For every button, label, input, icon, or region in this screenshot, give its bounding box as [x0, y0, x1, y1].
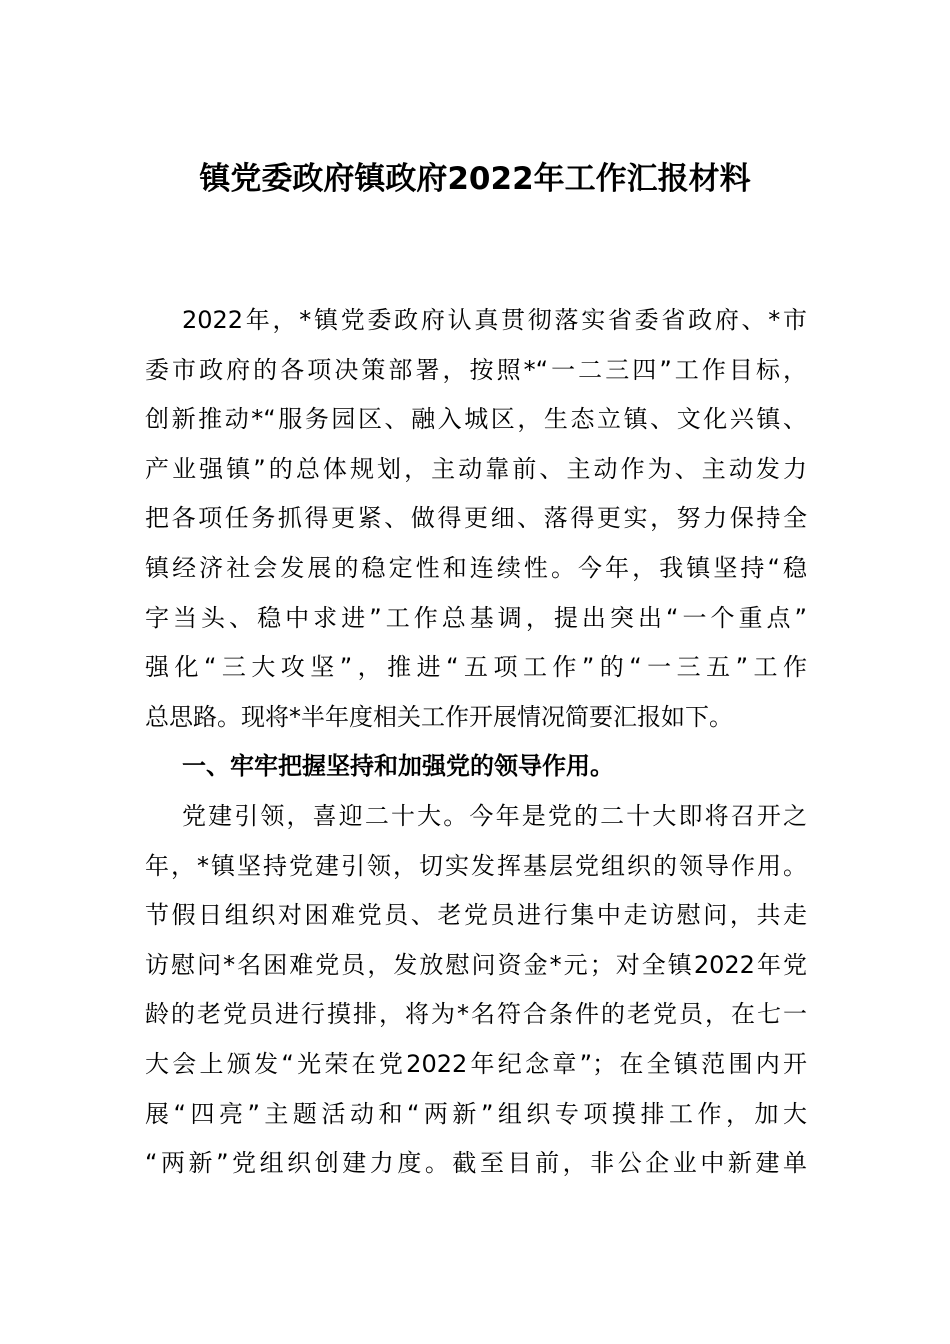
- paragraph-line: 创新推动*“服务园区、融入城区，生态立镇、文化兴镇、: [145, 405, 807, 434]
- paragraph-line: 节假日组织对困难党员、老党员进行集中走访慰问，共走: [145, 901, 807, 930]
- paragraph-intro: [145, 296, 807, 742]
- section-heading: 一、牢牢把握坚持和加强党的领导作用。: [182, 752, 614, 781]
- paragraph-line: “两新”党组织创建力度。截至目前，非公企业中新建单: [145, 1149, 807, 1178]
- paragraph-line: 把各项任务抓得更紧、做得更细、落得更实，努力保持全: [145, 504, 807, 533]
- paragraph-line: 字当头、稳中求进”工作总基调，提出突出“一个重点”: [145, 603, 807, 632]
- document-body: [145, 296, 807, 1189]
- paragraph-line: 2022年，*镇党委政府认真贯彻落实省委省政府、*市: [182, 306, 807, 334]
- paragraph-line: 年，*镇坚持党建引领，切实发挥基层党组织的领导作用。: [145, 851, 807, 880]
- paragraph-line: 强化“三大攻坚”，推进“五项工作”的“一三五”工作: [145, 653, 807, 682]
- paragraph-line: 产业强镇”的总体规划，主动靠前、主动作为、主动发力: [145, 454, 807, 483]
- document-title: 镇党委政府镇政府2022年工作汇报材料: [199, 161, 751, 197]
- paragraph-line: 镇经济社会发展的稳定性和连续性。今年，我镇坚持“稳: [145, 553, 807, 582]
- paragraph-party-building: [145, 792, 807, 1189]
- paragraph-line: 大会上颁发“光荣在党2022年纪念章”；在全镇范围内开: [145, 1049, 807, 1078]
- paragraph-line: 访慰问*名困难党员，发放慰问资金*元；对全镇2022年党: [145, 950, 807, 979]
- paragraph-line: 龄的老党员进行摸排，将为*名符合条件的老党员，在七一: [145, 1000, 807, 1029]
- paragraph-line: 总思路。现将*半年度相关工作开展情况简要汇报如下。: [145, 702, 733, 731]
- paragraph-line: 委市政府的各项决策部署，按照*“一二三四”工作目标，: [145, 355, 807, 384]
- paragraph-line: 展“四亮”主题活动和“两新”组织专项摸排工作，加大: [145, 1099, 807, 1128]
- paragraph-line: 党建引领，喜迎二十大。今年是党的二十大即将召开之: [182, 801, 807, 830]
